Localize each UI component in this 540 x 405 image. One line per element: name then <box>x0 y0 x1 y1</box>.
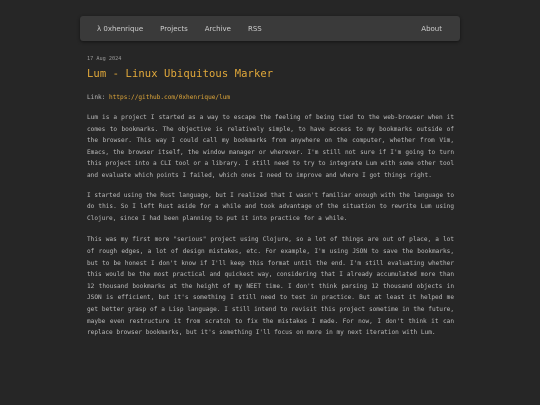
top-navbar <box>80 16 460 41</box>
nav-archive-link[interactable]: Archive <box>204 24 231 33</box>
nav-about-link[interactable]: About <box>421 24 442 33</box>
post-paragraph: Lum is a project I started as a way to escape the feeling of being tied to the web-browser when it comes to bookmarks. The objective is relatively simple, to have access to my bookmarks outside of the browser. This way I could call my bookmarks from anywhere on the computer, whether from Vim, Emacs, the browser itself, the window manager or wherever. I'm still not sure if I'm going to turn this project into a CLI tool or a library. I still need to try to integrate Lum with some other tool and evaluate which points I failed, which ones I need to improve and where I got things right. <box>87 114 454 179</box>
nav-rss-link[interactable]: RSS <box>247 24 262 33</box>
project-link-line <box>87 94 454 101</box>
post-content <box>87 56 454 339</box>
nav-home-link[interactable]: λ 0xhenrique <box>97 24 144 33</box>
link-prefix: Link: <box>87 94 110 101</box>
post-title: Lum - Linux Ubiquitous Marker <box>87 68 274 80</box>
post-date: 17 Aug 2024 <box>87 56 122 62</box>
nav-projects-link[interactable]: Projects <box>160 24 188 33</box>
project-link[interactable]: https://github.com/0xhenrique/lum <box>109 94 231 101</box>
post-paragraph: I started using the Rust language, but I realized that I wasn't familiar enough with the language to do this. So I left Rust aside for a while and took advantage of the situation to rewrite Lum using Clojure, since I had been planning to put it into practice for a while. <box>87 191 454 222</box>
post-paragraph: This was my first more "serious" project using Clojure, so a lot of things are out of place, a lot of rough edges, a lot of design mistakes, etc. For example, I'm using JSON to save the bookmarks, but to be honest I don't know if I'll keep this format until the end. I'm still evaluating whether this would be the most practical and quickest way, considering that I already accumulated more than 12 thousand bookmarks at the height of my NEET time. I don't think parsing 12 thousand objects in JSON is efficient, but it's something I still need to test in practice. But at least it helped me get better grasp of a Lisp language. I still intend to revisit this project sometime in the future, maybe even restructure it from scratch to fix the mistakes I made. For now, I don't think it can replace browser bookmarks, but it's something I'll focus on more in my next iteration with Lum. <box>87 236 454 337</box>
